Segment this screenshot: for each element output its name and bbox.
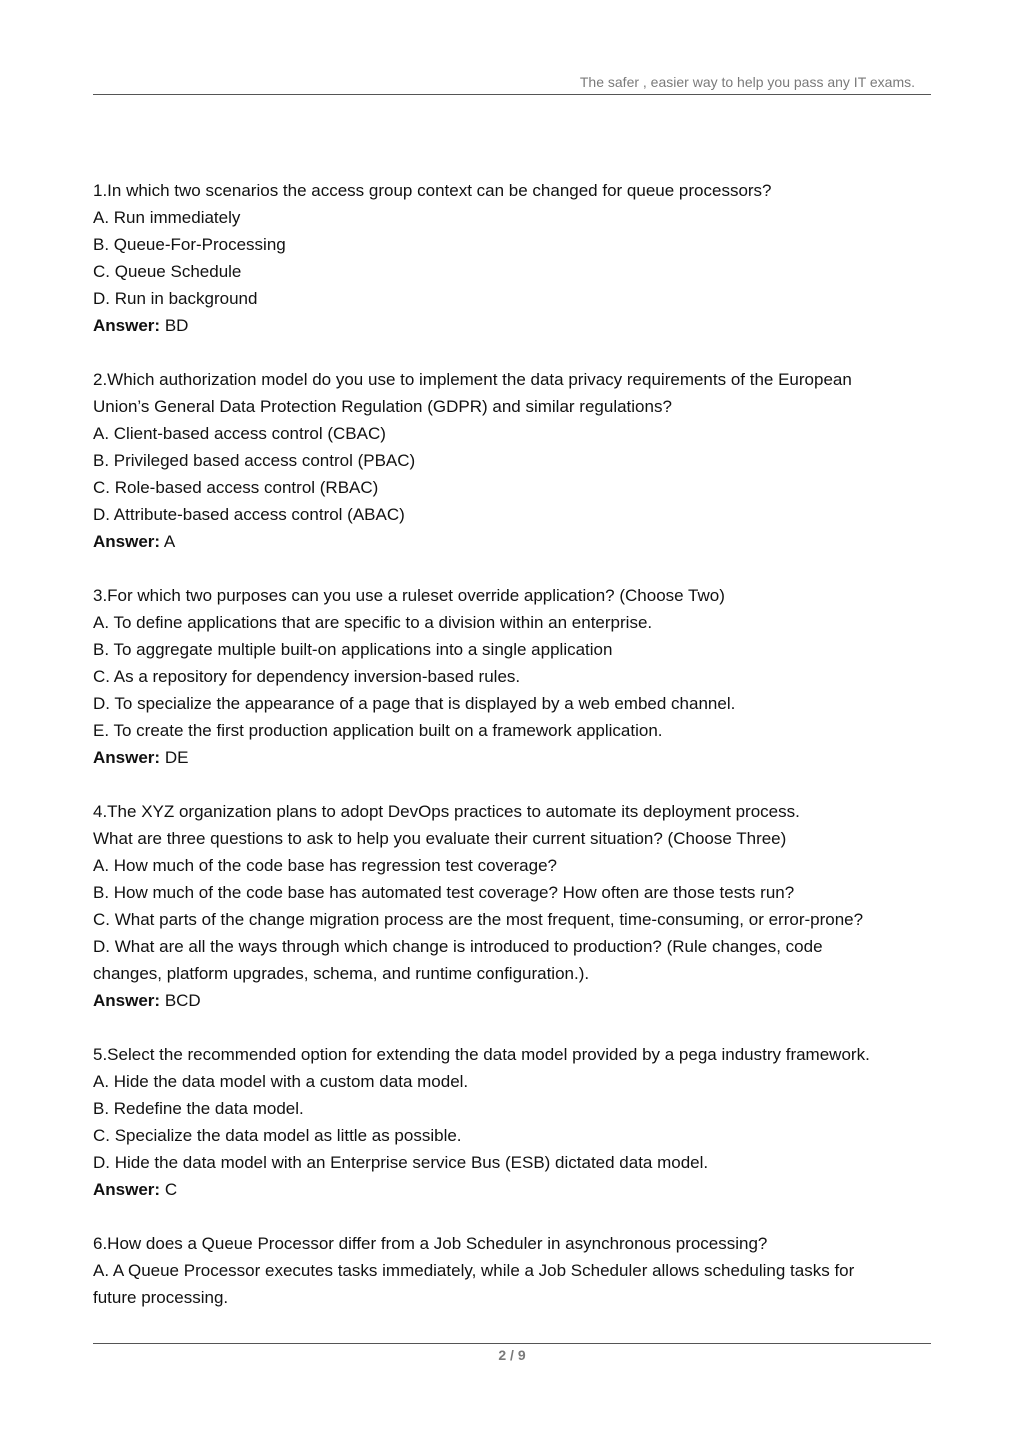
answer-line [93,987,931,1014]
answer-label: Answer: [93,532,161,551]
answer-line [93,528,931,555]
answer-option: A. Run immediately [93,208,241,227]
answer-option: D. Hide the data model with an Enterprise service Bus (ESB) dictated data model. [93,1153,709,1172]
answer-option: A. To define applications that are specific to a division within an enterprise. [93,613,653,632]
question-stem: 1.In which two scenarios the access group context can be changed for queue processors? [93,181,772,200]
question-stem: What are three questions to ask to help you evaluate their current situation? (Choose Three) [93,829,787,848]
answer-option: A. Hide the data model with a custom data model. [93,1072,469,1091]
answer-value: DE [164,748,189,767]
answer-option: C. What parts of the change migration process are the most frequent, time-consuming, or error-prone? [93,910,864,929]
answer-option: B. Queue-For-Processing [93,235,286,254]
answer-value: C [164,1180,178,1199]
question-stem: 3.For which two purposes can you use a ruleset override application? (Choose Two) [93,586,725,605]
answer-option: B. Privileged based access control (PBAC) [93,451,416,470]
answer-value: BCD [164,991,201,1010]
question-stem: 2.Which authorization model do you use to implement the data privacy requirements of the European [93,370,852,389]
page-header [93,72,931,95]
question-3 [93,582,931,771]
answer-option: C. Specialize the data model as little as possible. [93,1126,462,1145]
answer-line [93,312,931,339]
question-stem: 6.How does a Queue Processor differ from a Job Scheduler in asynchronous processing? [93,1234,768,1253]
answer-value: BD [164,316,189,335]
question-stem: Union’s General Data Protection Regulation (GDPR) and similar regulations? [93,397,672,416]
question-5 [93,1041,931,1203]
question-2 [93,366,931,555]
answer-option: A. How much of the code base has regression test coverage? [93,856,557,875]
answer-option: B. How much of the code base has automated test coverage? How often are those tests run? [93,883,795,902]
answer-option: B. Redefine the data model. [93,1099,304,1118]
question-4 [93,798,931,1014]
answer-option: D. What are all the ways through which change is introduced to production? (Rule changes, code [93,937,823,956]
answer-option: C. As a repository for dependency inversion-based rules. [93,667,521,686]
question-stem: 5.Select the recommended option for extending the data model provided by a pega industry framework. [93,1045,870,1064]
answer-option: future processing. [93,1288,229,1307]
answer-line [93,1176,931,1203]
answer-option: A. A Queue Processor executes tasks immediately, while a Job Scheduler allows scheduling tasks for [93,1261,855,1280]
answer-option: A. Client-based access control (CBAC) [93,424,386,443]
answer-option: C. Queue Schedule [93,262,242,281]
answer-label: Answer: [93,1180,161,1199]
question-list [93,177,931,1338]
answer-line [93,744,931,771]
question-stem: 4.The XYZ organization plans to adopt DevOps practices to automate its deployment process. [93,802,800,821]
answer-option: D. To specialize the appearance of a page that is displayed by a web embed channel. [93,694,736,713]
page-indicator: 2 / 9 [498,1347,526,1363]
answer-value: A [163,532,176,551]
page-footer [93,1343,931,1363]
answer-option: C. Role-based access control (RBAC) [93,478,379,497]
answer-label: Answer: [93,748,161,767]
question-6 [93,1230,931,1311]
question-1 [93,177,931,339]
answer-option: B. To aggregate multiple built-on applications into a single application [93,640,613,659]
answer-option: D. Attribute-based access control (ABAC) [93,505,405,524]
answer-label: Answer: [93,316,161,335]
header-tagline: The safer , easier way to help you pass any IT exams. [579,74,915,90]
answer-option: D. Run in background [93,289,258,308]
answer-option: changes, platform upgrades, schema, and runtime configuration.). [93,964,590,983]
answer-label: Answer: [93,991,161,1010]
answer-option: E. To create the first production application built on a framework application. [93,721,663,740]
